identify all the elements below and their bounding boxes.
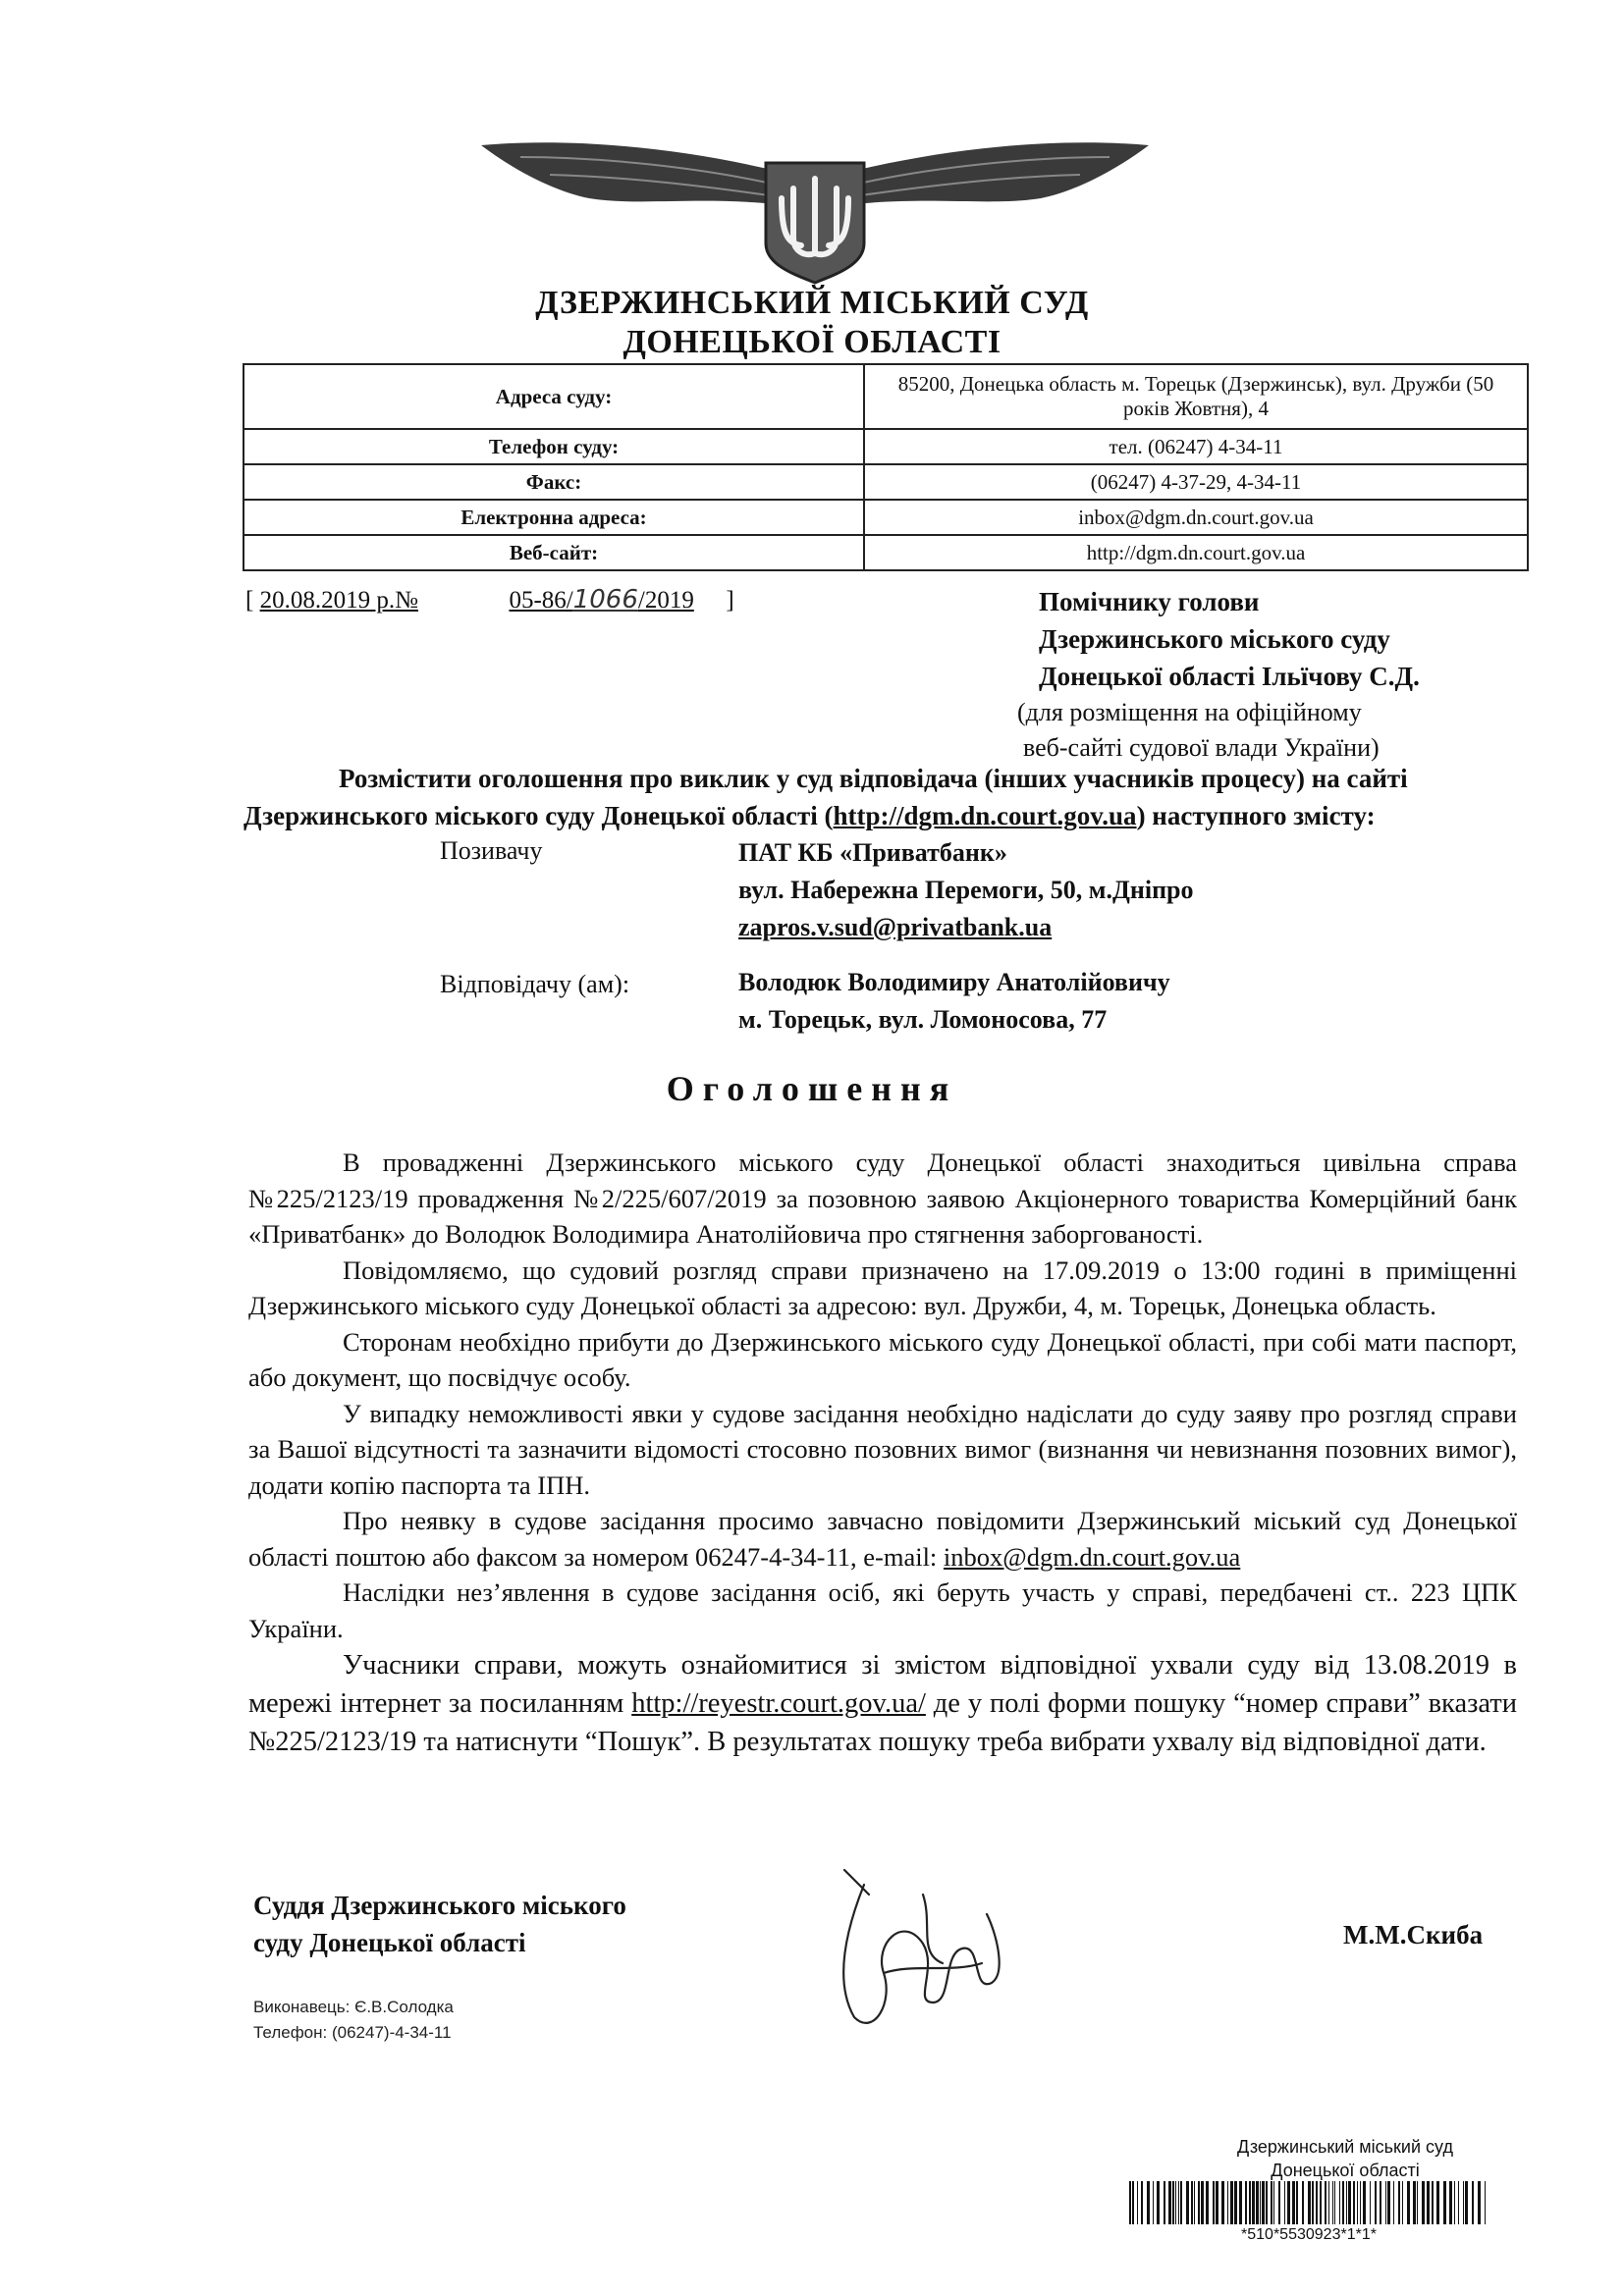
barcode-bar [1398, 2181, 1400, 2224]
barcode-bar [1325, 2181, 1326, 2224]
barcode-bar [1191, 2181, 1193, 2224]
barcode-bar [1463, 2181, 1464, 2224]
paragraph-7-text-a: Учасники справи, можуть ознайомитися зі змістом відповідної ухвали суду від 13.08.2019 в мережі інтернет за посиланням [248, 1650, 1517, 1719]
barcode-bar [1249, 2181, 1251, 2224]
addressee-block [1017, 583, 1530, 766]
addressee-note1: (для розміщення на офіційному [1017, 698, 1362, 726]
defendant-name: Володюк Володимиру Анатолійовичу [738, 968, 1170, 996]
barcode-bar [1353, 2181, 1355, 2224]
barcode-bar [1334, 2181, 1335, 2224]
coat-of-arms-emblem [481, 128, 1149, 285]
barcode-bar [1417, 2181, 1418, 2224]
website-value: http://dgm.dn.court.gov.ua [864, 535, 1528, 570]
barcode-bar [1273, 2181, 1274, 2224]
handwritten-signature [825, 1855, 1021, 2042]
ref-open-bracket: [ [245, 587, 254, 614]
court-title-line2: ДОНЕЦЬКОЇ ОБЛАСТІ [623, 324, 1001, 360]
barcode-bar [1302, 2181, 1304, 2224]
barcode [1127, 2181, 1490, 2224]
barcode-bar [1407, 2181, 1410, 2224]
phone-label: Телефон суду: [244, 429, 864, 464]
paragraph-3: Сторонам необхідно прибути до Дзержинського міського суду Донецької області, при собі мати паспорт, або документ, що посвідчує особу. [248, 1326, 1517, 1392]
ref-number-prefix: 05-86/ [509, 587, 573, 614]
barcode-bar [1168, 2181, 1171, 2224]
barcode-bar [1360, 2181, 1361, 2224]
barcode-bar [1443, 2181, 1446, 2224]
barcode-bar [1472, 2181, 1474, 2224]
barcode-bar [1256, 2181, 1259, 2224]
barcode-bar [1216, 2181, 1218, 2224]
barcode-bar [1393, 2181, 1394, 2224]
fax-value: (06247) 4-37-29, 4-34-11 [864, 464, 1528, 500]
paragraph-7 [248, 1646, 1517, 1761]
barcode-bar [1346, 2181, 1347, 2224]
court-title-line1: ДЗЕРЖИНСЬКИЙ МІСЬКИЙ СУД [535, 285, 1089, 321]
addressee-line2: Дзержинського міського суду [1039, 624, 1390, 654]
barcode-bar [1153, 2181, 1154, 2224]
plaintiff-label: Позивачу [440, 836, 543, 865]
website-label: Веб-сайт: [244, 535, 864, 570]
barcode-bar [1432, 2181, 1434, 2224]
barcode-bar [1129, 2181, 1131, 2224]
barcode-bar [1132, 2181, 1134, 2224]
defendant-address: м. Торецьк, вул. Ломоносова, 77 [738, 1005, 1108, 1034]
barcode-bar [1380, 2181, 1381, 2224]
addressee-line1: Помічнику голови [1039, 587, 1260, 616]
barcode-bar [1485, 2181, 1486, 2224]
barcode-bar [1175, 2181, 1176, 2224]
instruction-line1: Розмістити оголошення про виклик у суд відповідача (інших учасників процесу) на сайті [339, 764, 1408, 793]
barcode-bar [1454, 2181, 1455, 2224]
defendant-label: Відповідачу (ам): [440, 970, 630, 998]
table-row [244, 500, 1528, 535]
barcode-bar [1339, 2181, 1340, 2224]
barcode-bar [1458, 2181, 1459, 2224]
ref-close-bracket: ] [726, 587, 734, 614]
fax-label: Факс: [244, 464, 864, 500]
barcode-bar [1213, 2181, 1215, 2224]
barcode-text: *510*5530923*1*1* [1241, 2226, 1377, 2243]
barcode-bar [1262, 2181, 1265, 2224]
paragraph-5-text: Про неявку в судове засідання просимо завчасно повідомити Дзержинський міський суд Донецької області поштою або факсом за номером 06247-4-34-11, e-mail: [248, 1506, 1517, 1572]
barcode-bar [1308, 2181, 1311, 2224]
barcode-bar [1278, 2181, 1280, 2224]
barcode-bar [1137, 2181, 1138, 2224]
barcode-bar [1287, 2181, 1290, 2224]
address-label: Адреса суду: [244, 364, 864, 429]
barcode-bar [1164, 2181, 1165, 2224]
document-reference [245, 585, 844, 614]
paragraph-6: Наслідки нез’явлення в судове засідання осіб, які беруть участь у справі, передбачені ст.. 223 ЦПК України. [248, 1577, 1517, 1643]
barcode-bar [1342, 2181, 1344, 2224]
barcode-bar [1252, 2181, 1255, 2224]
addressee-note2: веб-сайті судової влади України) [1023, 733, 1380, 762]
barcode-bar [1172, 2181, 1174, 2224]
barcode-bar [1427, 2181, 1430, 2224]
judge-name: М.М.Скиба [1343, 1920, 1484, 1949]
barcode-bar [1328, 2181, 1329, 2224]
barcode-bar [1312, 2181, 1314, 2224]
barcode-bar [1292, 2181, 1295, 2224]
barcode-bar [1402, 2181, 1403, 2224]
announcement-body [248, 1145, 1517, 1761]
plaintiff-address: вул. Набережна Перемоги, 50, м.Дніпро [738, 876, 1194, 904]
address-value: 85200, Донецька область м. Торецьк (Дзержинськ), вул. Дружби (50 років Жовтня), 4 [864, 364, 1528, 429]
paragraph-4: У випадку неможливості явки у судове засідання необхідно надіслати до суду заяву про розгляд справи за Вашої відсутності та зазначити відомості стосовно позовних вимог (визнання чи невизнання позовних вимог), додати копію паспорта та ІПН. [248, 1398, 1517, 1500]
barcode-bar [1422, 2181, 1425, 2224]
barcode-bar [1260, 2181, 1261, 2224]
barcode-bar [1234, 2181, 1237, 2224]
barcode-bar [1157, 2181, 1160, 2224]
barcode-bar [1245, 2181, 1247, 2224]
ref-date: 20.08.2019 р.№ [259, 587, 418, 614]
executor-name: Виконавець: Є.В.Солодка [253, 1998, 454, 2016]
phone-value: тел. (06247) 4-34-11 [864, 429, 1528, 464]
barcode-bar [1221, 2181, 1224, 2224]
barcode-bar [1385, 2181, 1386, 2224]
stamp-court-region: Донецької області [1271, 2161, 1420, 2180]
paragraph-7-text-b: де у полі форми пошуку “номер справи” вказати №225/2123/19 та натиснути “Пошук”. В результатах пошуку треба вибрати ухвалу від відповідної дати. [248, 1688, 1518, 1757]
table-row [244, 429, 1528, 464]
barcode-bar [1198, 2181, 1200, 2224]
paragraph-1: В провадженні Дзержинського міського суду Донецької області знаходиться цивільна справа №225/2123/19 провадження №2/225/607/2019 за позовною заявою Акціонерного товариства Комерційний банк «Приватбанк» до Володюк Володимира Анатолійовича про стягнення заборгованості. [248, 1148, 1517, 1249]
barcode-bar [1296, 2181, 1298, 2224]
barcode-bar [1201, 2181, 1204, 2224]
barcode-bar [1186, 2181, 1189, 2224]
plaintiff-name: ПАТ КБ «Приватбанк» [738, 838, 1007, 867]
plaintiff-email[interactable]: zapros.v.sud@privatbank.ua [738, 913, 1053, 941]
instruction-line2 [244, 797, 1530, 834]
barcode-bar [1239, 2181, 1242, 2224]
barcode-bar [1206, 2181, 1209, 2224]
barcode-bar [1478, 2181, 1481, 2224]
court-website-link[interactable]: http://dgm.dn.court.gov.ua [833, 801, 1137, 830]
barcode-bar [1180, 2181, 1182, 2224]
table-row [244, 464, 1528, 500]
addressee-line3: Донецької області Ільїчову С.Д. [1039, 662, 1420, 691]
ref-number-handwritten: 1066 [572, 585, 638, 614]
barcode-bar [1413, 2181, 1416, 2224]
email-value: inbox@dgm.dn.court.gov.ua [864, 500, 1528, 535]
ref-number-suffix: /2019 [637, 587, 694, 614]
barcode-bar [1147, 2181, 1150, 2224]
instruction-line2-a: Дзержинського міського суду Донецької області ( [244, 801, 834, 830]
executor-phone: Телефон: (06247)-4-34-11 [253, 2023, 452, 2042]
barcode-bar [1370, 2181, 1371, 2224]
barcode-bar [1230, 2181, 1233, 2224]
registry-link[interactable]: http://reyestr.court.gov.ua/ [631, 1688, 926, 1719]
judge-role-line2: суду Донецької області [253, 1928, 526, 1957]
plaintiff-block [738, 834, 1426, 946]
barcode-bar [1320, 2181, 1322, 2224]
barcode-bar [1449, 2181, 1452, 2224]
instruction-line2-b: ) наступного змісту: [1136, 801, 1376, 830]
barcode-bar [1332, 2181, 1333, 2224]
judge-role-line1: Суддя Дзержинського міського [253, 1891, 626, 1920]
barcode-bar [1266, 2181, 1268, 2224]
barcode-bar [1348, 2181, 1351, 2224]
barcode-bar [1357, 2181, 1358, 2224]
announcement-title: Оголошення [666, 1069, 958, 1108]
barcode-bar [1178, 2181, 1179, 2224]
barcode-bar [1387, 2181, 1390, 2224]
executor-block [253, 1995, 646, 2046]
defendant-block [738, 964, 1426, 1039]
barcode-bar [1227, 2181, 1228, 2224]
barcode-bar [1465, 2181, 1468, 2224]
paragraph-5 [248, 1503, 1517, 1575]
barcode-bar [1363, 2181, 1366, 2224]
barcode-bar [1194, 2181, 1195, 2224]
judge-role [253, 1887, 744, 1961]
barcode-bar [1375, 2181, 1377, 2224]
email-label: Електронна адреса: [244, 500, 864, 535]
barcode-bar [1316, 2181, 1318, 2224]
table-row [244, 364, 1528, 429]
court-info-table [243, 363, 1529, 571]
court-email-link[interactable]: inbox@dgm.dn.court.gov.ua [943, 1541, 1241, 1572]
table-row [244, 535, 1528, 570]
barcode-bar [1141, 2181, 1143, 2224]
barcode-bar [1284, 2181, 1285, 2224]
barcode-bar [1436, 2181, 1439, 2224]
stamp-court-name: Дзержинський міський суд [1237, 2137, 1453, 2157]
barcode-bar [1271, 2181, 1272, 2224]
paragraph-2: Повідомляємо, що судовий розгляд справи призначено на 17.09.2019 о 13:00 годині в приміщенні Дзержинського міського суду Донецької області за адресою: вул. Дружби, 4, м. Торецьк, Донецька область. [248, 1255, 1517, 1320]
